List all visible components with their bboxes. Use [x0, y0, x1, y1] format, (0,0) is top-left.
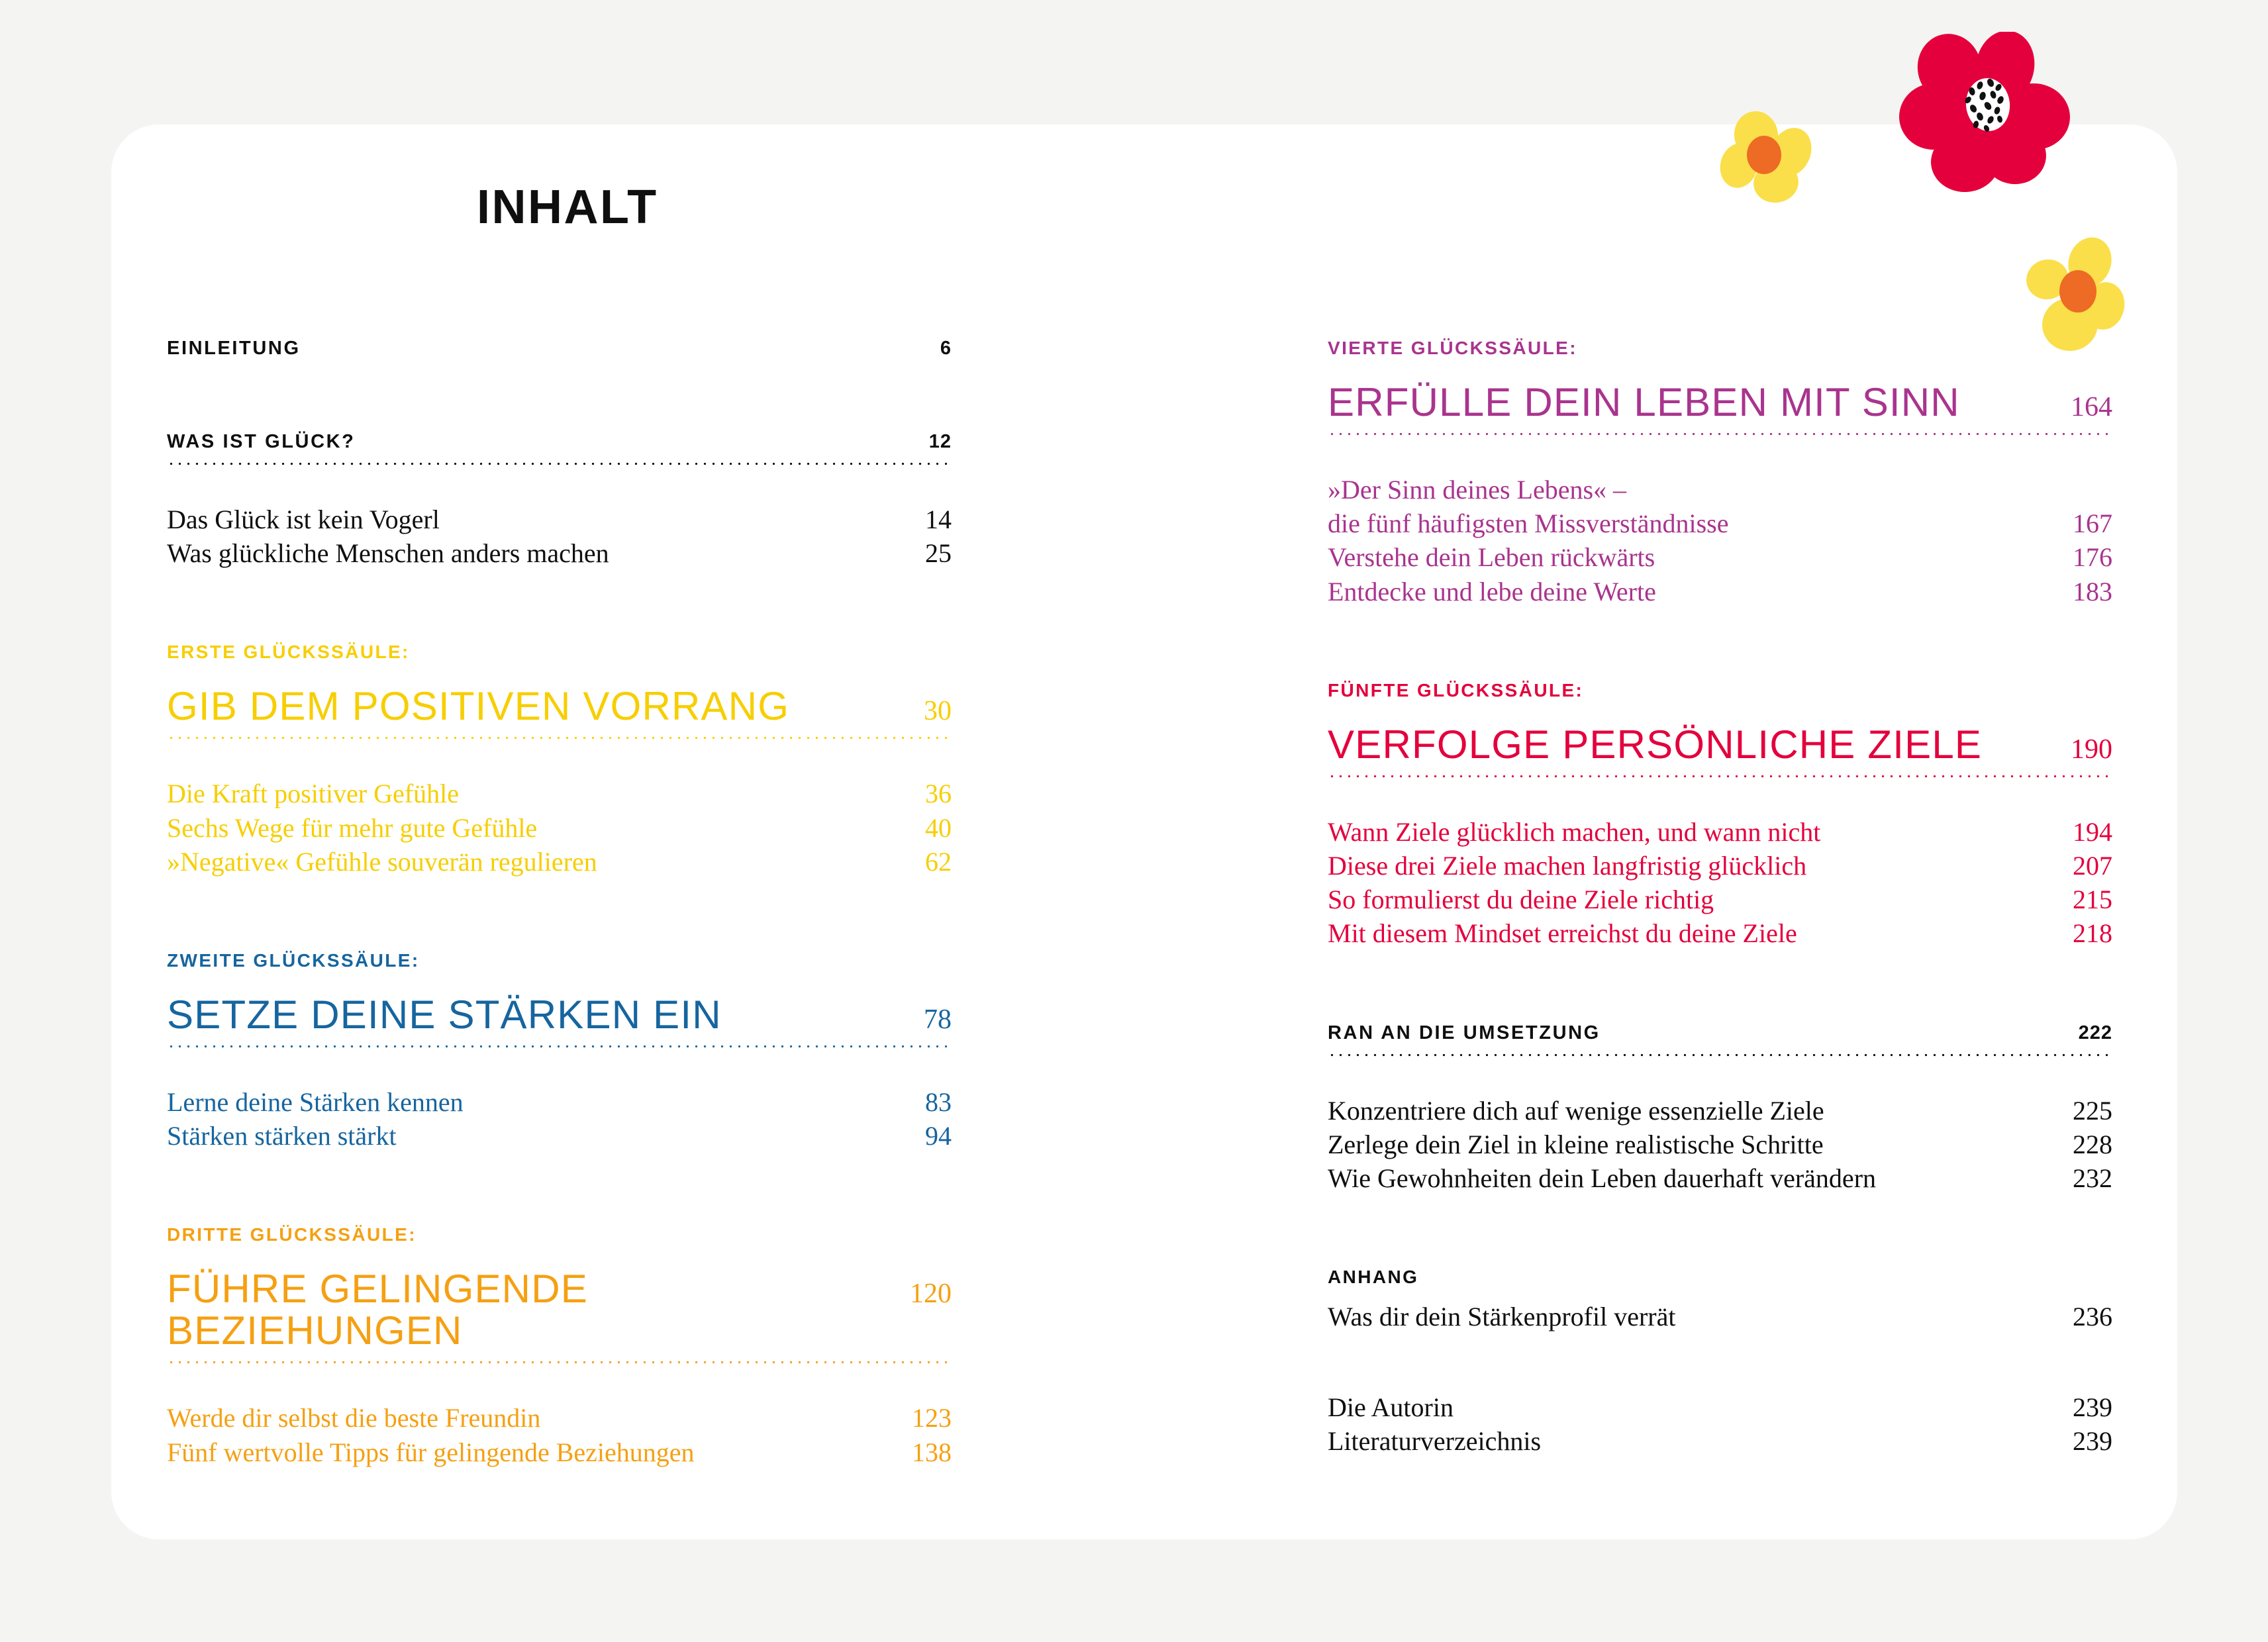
- spacer: [1328, 436, 2112, 473]
- toc-page-number: 225: [2073, 1095, 2112, 1126]
- spacer: [1328, 1057, 2112, 1094]
- toc-subentry[interactable]: [167, 503, 952, 536]
- toc-page-number: 12: [928, 431, 952, 452]
- spacer: [167, 971, 952, 994]
- toc-page-number: 14: [925, 505, 952, 534]
- toc-subentry[interactable]: [167, 1401, 952, 1435]
- toc-entry-einleitung[interactable]: [167, 338, 952, 360]
- toc-eyebrow-pillar-three: DRITTE GLÜCKSSÄULE:: [167, 1224, 417, 1245]
- toc-page-number: 36: [925, 779, 952, 809]
- toc-eyebrow-pillar-one: ERSTE GLÜCKSSÄULE:: [167, 642, 410, 663]
- toc-page-number: 30: [924, 696, 952, 727]
- toc-label: Was dir dein Stärkenprofil verrät: [1328, 1302, 1676, 1332]
- toc-page-number: 239: [2073, 1392, 2112, 1423]
- toc-subentry[interactable]: [1328, 1390, 2112, 1424]
- spacer: [1328, 701, 2112, 724]
- toc-label: Wann Ziele glücklich machen, und wann nicht: [1328, 816, 1821, 847]
- toc-page-number: 164: [2071, 392, 2112, 422]
- toc-subentry[interactable]: [167, 1119, 952, 1153]
- toc-entry-pillar-five[interactable]: [1328, 724, 2112, 765]
- spacer: [167, 740, 952, 777]
- toc-label: Diese drei Ziele machen langfristig glücklich: [1328, 850, 1807, 881]
- spacer: [167, 570, 952, 642]
- toc-label: Das Glück ist kein Vogerl: [167, 505, 440, 534]
- toc-label: Mit diesem Mindset erreichst du deine Ziele: [1328, 918, 1797, 949]
- toc-page-number: 222: [2078, 1022, 2112, 1043]
- toc-eyebrow-pillar-five: FÜNFTE GLÜCKSSÄULE:: [1328, 679, 1584, 700]
- toc-entry-pillar-one[interactable]: [167, 685, 952, 727]
- spacer: [1328, 1333, 2112, 1390]
- toc-subentry[interactable]: [167, 1085, 952, 1119]
- toc-page-number: 176: [2073, 542, 2112, 573]
- toc-subentry[interactable]: [167, 1435, 952, 1469]
- toc-eyebrow-pillar-two: ZWEITE GLÜCKSSÄULE:: [167, 949, 420, 971]
- toc-page-number: 78: [924, 1004, 952, 1035]
- spacer: [1328, 951, 2112, 1022]
- toc-page-number: 138: [912, 1437, 952, 1467]
- toc-page-number: 228: [2073, 1129, 2112, 1159]
- toc-subentry[interactable]: [1328, 815, 2112, 849]
- toc-label: Lerne deine Stärken kennen: [167, 1087, 464, 1117]
- toc-page-number: 167: [2073, 508, 2112, 539]
- toc-label: WAS IST GLÜCK?: [167, 431, 356, 452]
- toc-page-number: 6: [940, 338, 952, 359]
- toc-eyebrow-pillar-four: VIERTE GLÜCKSSÄULE:: [1328, 338, 1577, 358]
- toc-page-number: 232: [2073, 1163, 2112, 1193]
- toc-page-number: 194: [2073, 816, 2112, 847]
- toc-label: Wie Gewohnheiten dein Leben dauerhaft verändern: [1328, 1163, 1877, 1193]
- toc-subentry[interactable]: [1328, 849, 2112, 883]
- spacer: [167, 663, 952, 685]
- toc-subentry[interactable]: [1328, 916, 2112, 950]
- spacer: [1328, 608, 2112, 680]
- toc-column-left: [167, 338, 952, 1469]
- toc-entry-umsetzung[interactable]: [1328, 1022, 2112, 1044]
- red-poppy-flower-icon: [1894, 32, 2073, 197]
- toc-label: »Negative« Gefühle souverän regulieren: [167, 846, 597, 877]
- yellow-flower-small-icon: [2020, 237, 2129, 353]
- toc-label: GIB DEM POSITIVEN VORRANG: [167, 684, 790, 729]
- toc-page-number: 120: [910, 1279, 952, 1310]
- toc-label: SETZE DEINE STÄRKEN EIN: [167, 992, 722, 1037]
- toc-page-number: 236: [2073, 1302, 2112, 1332]
- toc-page-number: 218: [2073, 918, 2112, 949]
- toc-page-number: 83: [925, 1087, 952, 1117]
- spacer: [1328, 1195, 2112, 1267]
- spacer: [167, 879, 952, 950]
- spacer: [1328, 1288, 2112, 1300]
- spacer: [167, 1048, 952, 1085]
- toc-subentry[interactable]: [1328, 540, 2112, 574]
- spacer: [167, 1245, 952, 1268]
- spacer: [167, 1153, 952, 1224]
- toc-label: Die Kraft positiver Gefühle: [167, 779, 459, 809]
- toc-label: Literaturverzeichnis: [1328, 1426, 1542, 1457]
- toc-label: RAN AN DIE UMSETZUNG: [1328, 1022, 1601, 1043]
- toc-subentry[interactable]: [1328, 1128, 2112, 1161]
- toc-label: Fünf wertvolle Tipps für gelingende Beziehungen: [167, 1437, 695, 1467]
- toc-label: FÜHRE GELINGENDE BEZIEHUNGEN: [167, 1267, 588, 1353]
- toc-entry-pillar-four[interactable]: [1328, 381, 2112, 423]
- toc-label: Verstehe dein Leben rückwärts: [1328, 542, 1655, 573]
- toc-subentry[interactable]: [167, 536, 952, 570]
- toc-label: Was glückliche Menschen anders machen: [167, 538, 609, 569]
- toc-page-number: 239: [2073, 1426, 2112, 1457]
- yellow-flower-small-icon: [1716, 111, 1822, 211]
- toc-page-number: 183: [2073, 576, 2112, 606]
- toc-subentry[interactable]: [1328, 1161, 2112, 1195]
- page-title: INHALT: [477, 181, 658, 234]
- toc-subentry[interactable]: [1328, 473, 2112, 507]
- toc-page-number: 215: [2073, 885, 2112, 915]
- toc-column-right: [1328, 338, 2112, 1459]
- toc-subentry[interactable]: [1328, 1424, 2112, 1458]
- toc-label: Zerlege dein Ziel in kleine realistische Schritte: [1328, 1129, 1824, 1159]
- toc-subentry[interactable]: [1328, 1094, 2112, 1128]
- toc-label: »Der Sinn deines Lebens« –: [1328, 475, 1627, 505]
- toc-label: Entdecke und lebe deine Werte: [1328, 576, 1656, 606]
- toc-subentry[interactable]: [1328, 1300, 2112, 1333]
- toc-subentry[interactable]: [167, 777, 952, 810]
- toc-label: ERFÜLLE DEIN LEBEN MIT SINN: [1328, 380, 1960, 424]
- toc-entry-pillar-three[interactable]: [167, 1268, 952, 1351]
- spacer: [1328, 359, 2112, 381]
- toc-label: So formulierst du deine Ziele richtig: [1328, 885, 1714, 915]
- toc-page-number: 123: [912, 1403, 952, 1433]
- toc-label: die fünf häufigsten Missverständnisse: [1328, 508, 1729, 539]
- toc-page-number: 25: [925, 538, 952, 569]
- toc-page-number: 40: [925, 812, 952, 843]
- toc-page-number: 62: [925, 846, 952, 877]
- spacer: [167, 465, 952, 503]
- toc-page-number: 207: [2073, 850, 2112, 881]
- spacer: [1328, 778, 2112, 815]
- toc-label: VERFOLGE PERSÖNLICHE ZIELE: [1328, 722, 1983, 767]
- toc-subentry[interactable]: [167, 811, 952, 845]
- toc-subentry[interactable]: [167, 845, 952, 879]
- toc-label: Konzentriere dich auf wenige essenzielle Ziele: [1328, 1095, 1824, 1126]
- toc-page-number: 190: [2071, 734, 2112, 765]
- toc-page-number: 94: [925, 1121, 952, 1151]
- toc-label: EINLEITUNG: [167, 338, 301, 359]
- toc-entry-pillar-two[interactable]: [167, 994, 952, 1036]
- spacer: [167, 360, 952, 431]
- toc-subentry[interactable]: [1328, 507, 2112, 540]
- toc-label: Die Autorin: [1328, 1392, 1454, 1423]
- toc-subentry[interactable]: [1328, 575, 2112, 608]
- toc-subentry[interactable]: [1328, 883, 2112, 916]
- toc-label: Werde dir selbst die beste Freundin: [167, 1403, 541, 1433]
- spacer: [167, 1364, 952, 1401]
- toc-entry-was-ist-glueck[interactable]: [167, 431, 952, 453]
- toc-label: Stärken stärken stärkt: [167, 1121, 397, 1151]
- toc-eyebrow-anhang: ANHANG: [1328, 1267, 1419, 1288]
- toc-label: Sechs Wege für mehr gute Gefühle: [167, 812, 538, 843]
